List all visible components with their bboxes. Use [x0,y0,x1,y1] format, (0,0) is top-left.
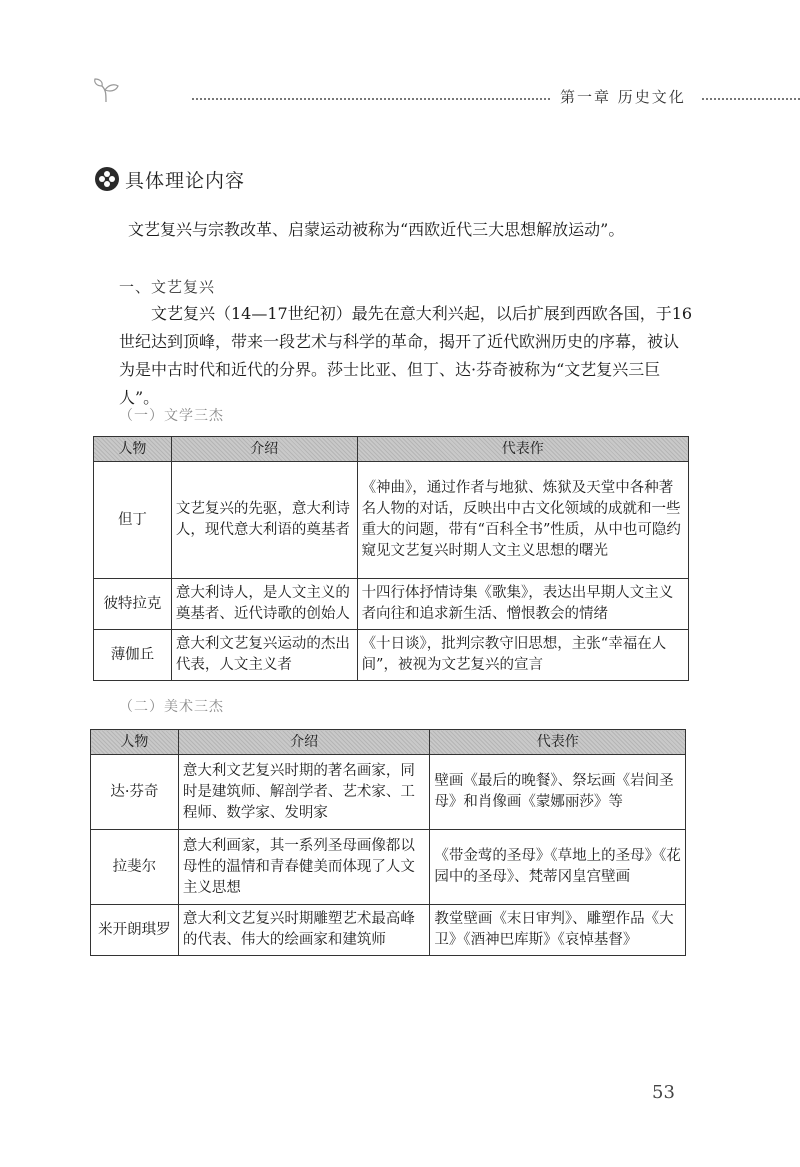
person-work: 十四行体抒情诗集《歌集》，表达出早期人文主义者向往和追求新生活、憎恨教会的情绪 [357,579,688,630]
art-table [90,729,686,956]
table-row [91,830,686,905]
person-intro: 意大利诗人，是人文主义的奠基者、近代诗歌的创始人 [171,579,357,630]
person-intro: 意大利文艺复兴时期雕塑艺术最高峰的代表、伟大的绘画家和建筑师 [178,905,430,956]
literature-table [93,436,689,681]
person-intro: 意大利画家，其一系列圣母画像都以母性的温情和青春健美而体现了人文主义思想 [178,830,430,905]
table-header-row [91,730,686,755]
person-work: 《十日谈》，批判宗教守旧思想，主张“幸福在人间”，被视为文艺复兴的宣言 [357,630,688,681]
header-work: 代表作 [430,730,686,755]
table-row [94,462,689,579]
section-title: 具体理论内容 [125,169,246,192]
person-intro: 文艺复兴的先驱，意大利诗人，现代意大利语的奠基者 [171,462,357,579]
section-heading [95,163,245,195]
intro-paragraph: 文艺复兴与宗教改革、启蒙运动被称为“西欧近代三大思想解放运动”。 [128,220,625,239]
header-person: 人物 [91,730,179,755]
person-name: 薄伽丘 [94,630,172,681]
heading-renaissance: 一、文艺复兴 [119,278,216,296]
person-intro: 意大利文艺复兴运动的杰出代表，人文主义者 [171,630,357,681]
header-rule-right [702,98,800,100]
person-name: 彼特拉克 [94,579,172,630]
person-name: 达·芬奇 [91,755,179,830]
person-name: 但丁 [94,462,172,579]
person-work: 壁画《最后的晚餐》、祭坛画《岩间圣母》和肖像画《蒙娜丽莎》等 [430,755,686,830]
subtitle-literature: （一）文学三杰 [119,408,224,424]
body-paragraph: 文艺复兴（14—17世纪初）最先在意大利兴起，以后扩展到西欧各国，于16世纪达到顶峰，带来一段艺术与科学的革命，揭开了近代欧洲历史的序幕，被认为是中古时代和近代的分界。莎士比亚、但丁、达·芬奇被称为“文艺复兴三巨人”。 [119,304,693,407]
header-intro: 介绍 [178,730,430,755]
person-intro: 意大利文艺复兴时期的著名画家，同时是建筑师、解剖学者、艺术家、工程师、数学家、发明家 [178,755,430,830]
table-row [94,630,689,681]
subtitle-art: （二）美术三杰 [119,699,224,715]
header-rule-left [192,98,550,100]
page-number: 53 [652,1082,675,1103]
header-intro: 介绍 [171,437,357,462]
sprout-icon [92,78,122,104]
header-work: 代表作 [357,437,688,462]
running-header [92,78,732,108]
person-name: 米开朗琪罗 [91,905,179,956]
header-person: 人物 [94,437,172,462]
person-work: 《神曲》，通过作者与地狱、炼狱及天堂中各种著名人物的对话，反映出中古文化领域的成就和一些重大的问题，带有“百科全书”性质，从中也可隐约窥见文艺复兴时期人文主义思想的曙光 [357,462,688,579]
table-row [94,579,689,630]
person-work: 《带金莺的圣母》《草地上的圣母》《花园中的圣母》、梵蒂冈皇宫壁画 [430,830,686,905]
table-header-row [94,437,689,462]
person-name: 拉斐尔 [91,830,179,905]
table-row [91,905,686,956]
flower-badge-icon [95,167,119,191]
chapter-title: 第一章 历史文化 [560,88,686,106]
table-row [91,755,686,830]
person-work: 教堂壁画《末日审判》、雕塑作品《大卫》《酒神巴库斯》《哀悼基督》 [430,905,686,956]
